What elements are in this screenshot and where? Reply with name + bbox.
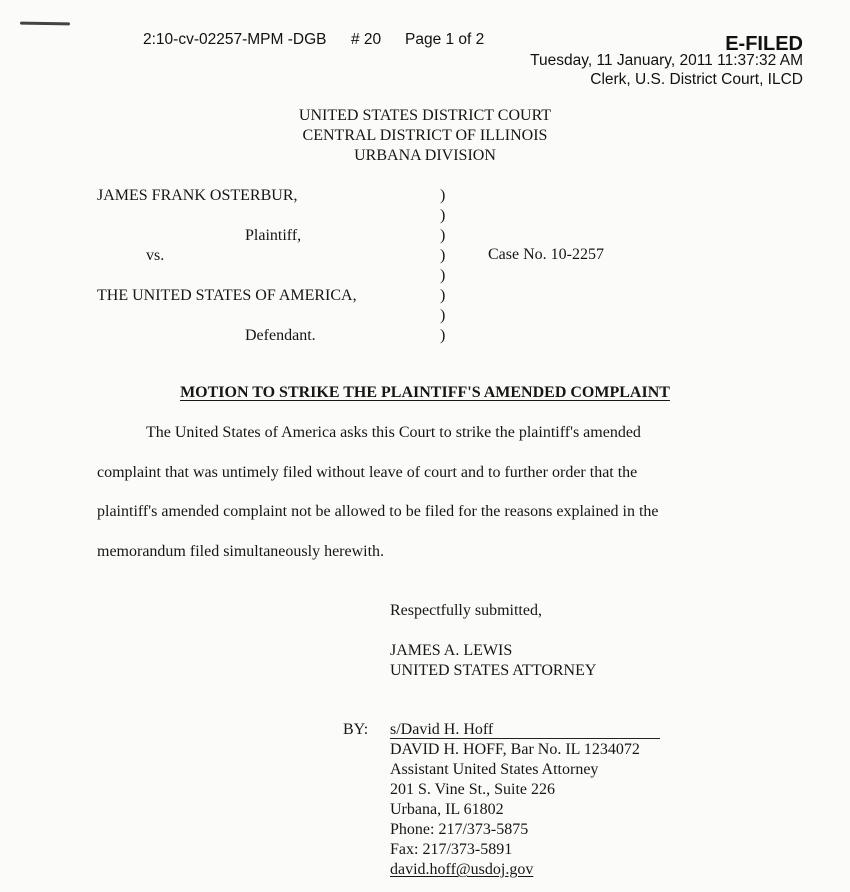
body-line: plaintiff's amended complaint not be allowed to be filed for the reasons explained in the xyxy=(97,503,659,520)
closing: Respectfully submitted, xyxy=(390,602,542,619)
efiled-stamp: E-FILED xyxy=(725,33,803,55)
body-line: complaint that was untimely filed without leave of court and to further order that the xyxy=(97,464,638,481)
caption-paren: ) xyxy=(440,267,446,284)
clerk-line: Clerk, U.S. District Court, ILCD xyxy=(590,71,803,88)
plaintiff-role: Plaintiff, xyxy=(245,227,302,244)
court-name: UNITED STATES DISTRICT COURT xyxy=(298,107,552,124)
address-line-1: 201 S. Vine St., Suite 226 xyxy=(390,781,555,798)
caption-paren: ) xyxy=(440,327,446,344)
motion-title: MOTION TO STRIKE THE PLAINTIFF'S AMENDED COMPLAINT xyxy=(180,384,670,401)
caption-paren: ) xyxy=(440,207,446,224)
attorney-title: UNITED STATES ATTORNEY xyxy=(390,662,597,679)
page-indicator: Page 1 of 2 xyxy=(405,31,485,48)
electronic-signature: s/David H. Hoff xyxy=(390,721,494,738)
court-division: URBANA DIVISION xyxy=(354,147,496,164)
signature-line xyxy=(390,738,660,739)
defendant-role: Defendant. xyxy=(245,327,316,344)
document-number: # 20 xyxy=(351,31,382,48)
by-label: BY: xyxy=(343,721,369,738)
versus: vs. xyxy=(146,247,165,264)
fax: Fax: 217/373-5891 xyxy=(390,841,513,858)
scan-mark xyxy=(20,22,70,26)
case-number: Case No. 10-2257 xyxy=(488,246,604,263)
body-line: The United States of America asks this Court to strike the plaintiff's amended xyxy=(146,424,641,441)
attorney-name: JAMES A. LEWIS xyxy=(390,642,513,659)
phone: Phone: 217/373-5875 xyxy=(390,821,529,838)
court-district: CENTRAL DISTRICT OF ILLINOIS xyxy=(302,127,548,144)
signer-title: Assistant United States Attorney xyxy=(390,761,599,778)
docket-number: 2:10-cv-02257-MPM -DGB xyxy=(143,31,327,48)
caption-paren: ) xyxy=(440,227,446,244)
plaintiff-name: JAMES FRANK OSTERBUR, xyxy=(97,187,298,204)
body-line: memorandum filed simultaneously herewith. xyxy=(97,543,385,560)
caption-paren: ) xyxy=(440,287,446,304)
defendant-name: THE UNITED STATES OF AMERICA, xyxy=(97,287,357,304)
caption-paren: ) xyxy=(440,307,446,324)
caption-paren: ) xyxy=(440,187,446,204)
caption-paren: ) xyxy=(440,247,446,264)
signer-name: DAVID H. HOFF, Bar No. IL 1234072 xyxy=(390,741,640,758)
address-line-2: Urbana, IL 61802 xyxy=(390,801,504,818)
email-link[interactable]: david.hoff@usdoj.gov xyxy=(390,861,534,878)
filed-datetime: Tuesday, 11 January, 2011 11:37:32 AM xyxy=(530,52,803,69)
